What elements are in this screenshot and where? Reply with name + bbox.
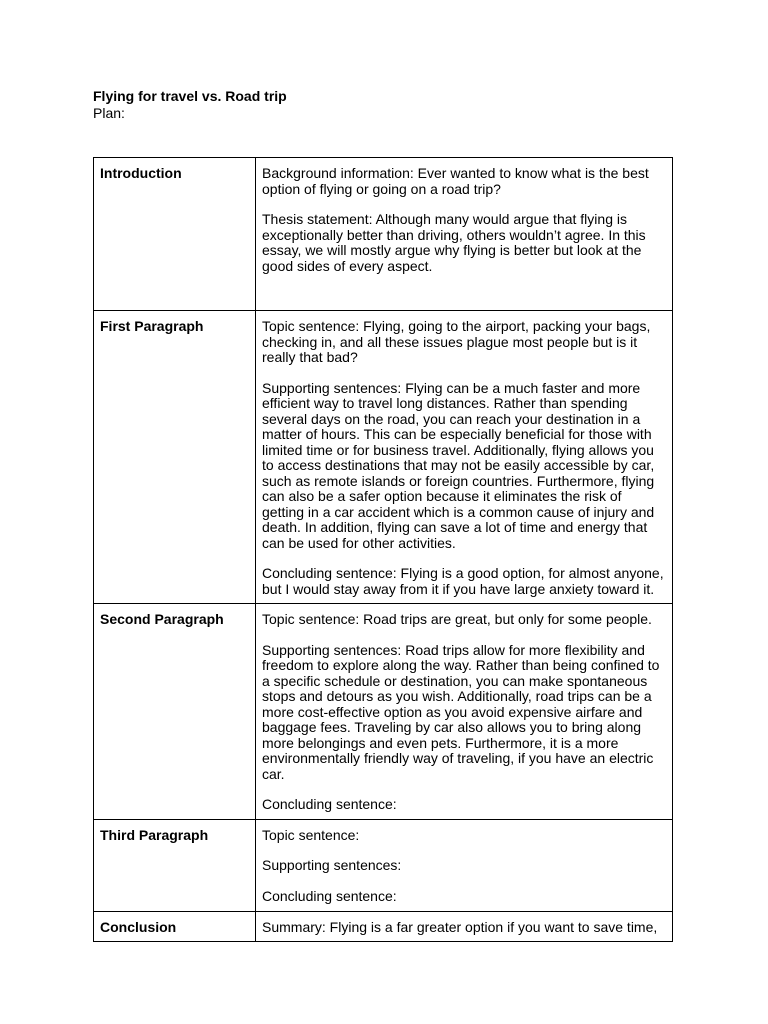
supporting-sentences: Supporting sentences: Flying can be a much faster and more efficient way to travel long distances. Rather than spending several days on the road, you can reach your destination in a matter of hours. This can be especially beneficial for those with limited time or for business travel. Additionally, flying allows you to access destinations that may not be easily accessible by car, such as remote islands or foreign countries. Furthermore, flying can also be a safer option because it eliminates the risk of getting in a car accident which is a common cause of injury and death. In addition, flying can save a lot of time and energy that can be used for other activities.	[262, 379, 655, 551]
essay-plan-table	[93, 157, 673, 942]
topic-sentence: Topic sentence: Flying, going to the airport, packing your bags, checking in, and all these issues plague most people but is it really that bad?	[262, 318, 651, 365]
summary: Summary: Flying is a far greater option if you want to save time,	[262, 918, 658, 935]
thesis-statement: Thesis statement: Although many would argue that flying is exceptionally better than driving, others wouldn’t agree. In this essay, we will mostly argue why flying is better but look at the good sides of every aspect.	[262, 211, 646, 274]
supporting-sentences: Supporting sentences:	[262, 857, 402, 873]
row-label: First Paragraph	[94, 311, 256, 604]
plan-label: Plan:	[93, 105, 125, 121]
table-row-second-paragraph	[94, 604, 673, 820]
row-content	[256, 311, 673, 604]
concluding-sentence: Concluding sentence: Flying is a good option, for almost anyone, but I would stay away from it if you have large anxiety toward it.	[262, 565, 664, 597]
supporting-sentences: Supporting sentences: Road trips allow for more flexibility and freedom to explore along the way. Rather than being confined to a specific schedule or destination, you can make spontaneous stops and detours as you wish. Additionally, road trips can be a more cost-effective option as you avoid expensive airfare and baggage fees. Traveling by car also allows you to bring along more belongings and even pets. Furthermore, it is a more environmentally friendly way of traveling, if you have an electric car.	[262, 641, 660, 782]
table-row-conclusion	[94, 911, 673, 942]
row-label: Third Paragraph	[94, 819, 256, 911]
background-information: Background information: Ever wanted to know what is the best option of flying or going on a road trip?	[262, 165, 649, 197]
document-title: Flying for travel vs. Road trip	[93, 88, 287, 104]
topic-sentence: Topic sentence:	[262, 826, 360, 843]
table-row-introduction	[94, 158, 673, 311]
row-content	[256, 911, 673, 942]
row-label: Second Paragraph	[94, 604, 256, 820]
table-row-first-paragraph	[94, 311, 673, 604]
row-content	[256, 158, 673, 311]
concluding-sentence: Concluding sentence:	[262, 887, 397, 904]
row-content	[256, 604, 673, 820]
row-label: Conclusion	[94, 911, 256, 942]
concluding-sentence: Concluding sentence:	[262, 796, 397, 812]
row-content	[256, 819, 673, 911]
table-row-third-paragraph	[94, 819, 673, 911]
row-label: Introduction	[94, 158, 256, 311]
topic-sentence: Topic sentence: Road trips are great, but only for some people.	[262, 611, 652, 627]
